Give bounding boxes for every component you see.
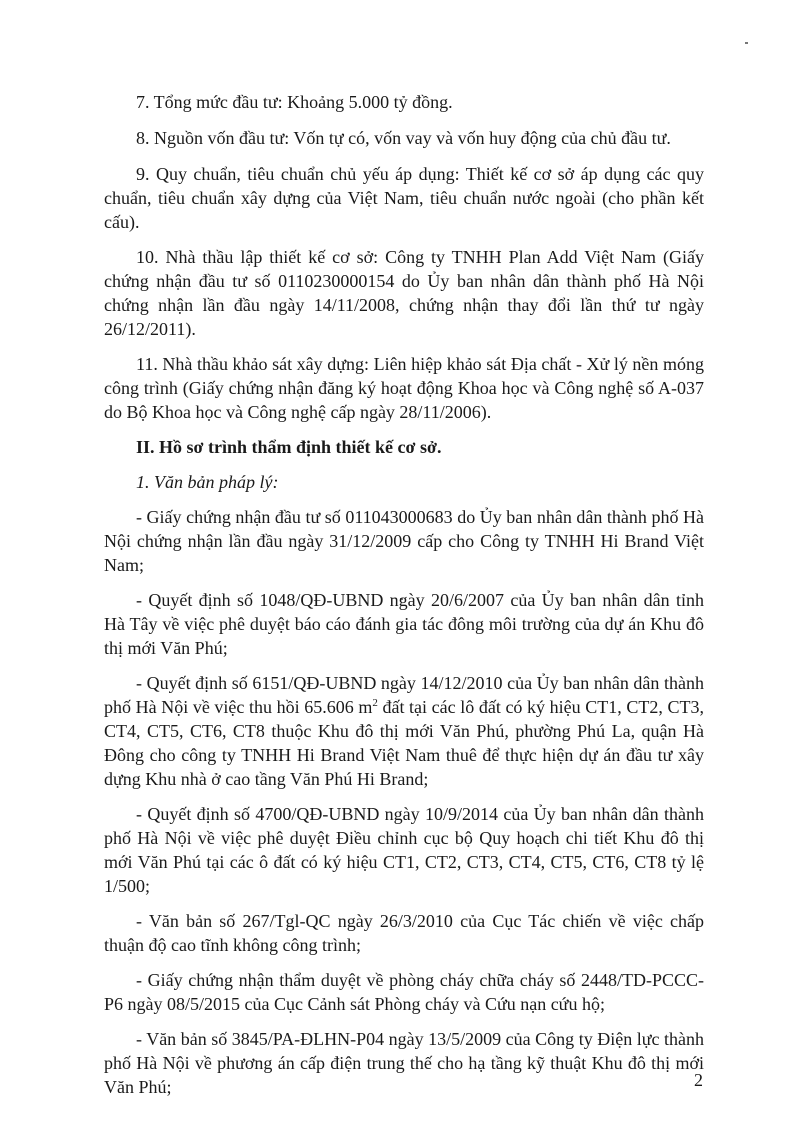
legal-doc-decision-6151 [104,671,704,791]
section-heading: II. Hồ sơ trình thẩm định thiết kế cơ sở. [136,437,442,457]
legal-doc-letter-3845: - Văn bản số 3845/PA-ĐLHN-P04 ngày 13/5/2009 của Công ty Điện lực thành phố Hà Nội về phương án cấp điện trung thế cho hạ tầng kỹ thuật Khu đô thị mới Văn Phú; [104,1029,704,1097]
item-7-investment-total: 7. Tổng mức đầu tư: Khoảng 5.000 tỷ đồng. [136,92,453,112]
item-9-standards: 9. Quy chuẩn, tiêu chuẩn chủ yếu áp dụng: Thiết kế cơ sở áp dụng các quy chuẩn, tiêu chuẩn xây dựng của Việt Nam, tiêu chuẩn nước ngoài (cho phần kết cấu). [104,164,704,232]
doc3-text-part2: đất tại các lô đất có ký hiệu CT1, CT2, CT3, CT4, CT5, CT6, CT8 thuộc Khu đô thị mới Văn Phú, phường Phú La, quận Hà Đông cho công ty TNHH Hi Brand Việt Nam thuê để thực hiện dự án đầu tư xây dựng Khu nhà ở cao tầng Văn Phú Hi Brand; [104,697,704,789]
legal-doc-letter-267: - Văn bản số 267/Tgl-QC ngày 26/3/2010 của Cục Tác chiến về việc chấp thuận độ cao tĩnh không công trình; [104,911,704,955]
item-11-survey-contractor: 11. Nhà thầu khảo sát xây dựng: Liên hiệp khảo sát Địa chất - Xử lý nền móng công trình (Giấy chứng nhận đăng ký hoạt động Khoa học và Công nghệ số A-037 do Bộ Khoa học và Công nghệ cấp ngày 28/11/2006). [104,354,704,422]
legal-doc-investment-certificate: - Giấy chứng nhận đầu tư số 011043000683 do Ủy ban nhân dân thành phố Hà Nội chứng nhận lần đầu ngày 31/12/2009 cấp cho Công ty TNHH Hi Brand Việt Nam; [104,507,704,575]
page-number: 2 [694,1070,703,1090]
legal-doc-decision-4700: - Quyết định số 4700/QĐ-UBND ngày 10/9/2014 của Ủy ban nhân dân thành phố Hà Nội về việc phê duyệt Điều chỉnh cục bộ Quy hoạch chi tiết Khu đô thị mới Văn Phú tại các ô đất có ký hiệu CT1, CT2, CT3, CT4, CT5, CT6, CT8 tỷ lệ 1/500; [104,804,704,896]
doc3-text-part1: - Quyết định số 6151/QĐ-UBND ngày 14/12/2010 của Ủy ban nhân dân thành phố Hà Nội về việc thu hồi 65.606 m [104,673,704,717]
document-body [104,90,704,1099]
item-10-design-contractor: 10. Nhà thầu lập thiết kế cơ sở: Công ty TNHH Plan Add Việt Nam (Giấy chứng nhận đầu tư số 0110230000154 do Ủy ban nhân dân thành phố Hà Nội chứng nhận lần đầu ngày 14/11/2008, chứng nhận thay đổi lần thứ tư ngày 26/12/2011). [104,247,704,339]
subsection-heading: 1. Văn bản pháp lý: [136,472,279,492]
legal-doc-fire-certificate: - Giấy chứng nhận thẩm duyệt về phòng cháy chữa cháy số 2448/TD-PCCC-P6 ngày 08/5/2015 của Cục Cảnh sát Phòng cháy và Cứu nạn cứu hộ; [104,970,704,1014]
scan-speck [745,42,748,44]
legal-doc-decision-1048: - Quyết định số 1048/QĐ-UBND ngày 20/6/2007 của Ủy ban nhân dân tỉnh Hà Tây về việc phê duyệt báo cáo đánh gia tác đông môi trường của dự án Khu đô thị mới Văn Phú; [104,590,704,658]
item-8-capital-source: 8. Nguồn vốn đầu tư: Vốn tự có, vốn vay và vốn huy động của chủ đầu tư. [136,128,671,148]
area-unit-superscript: 2 [372,697,378,709]
